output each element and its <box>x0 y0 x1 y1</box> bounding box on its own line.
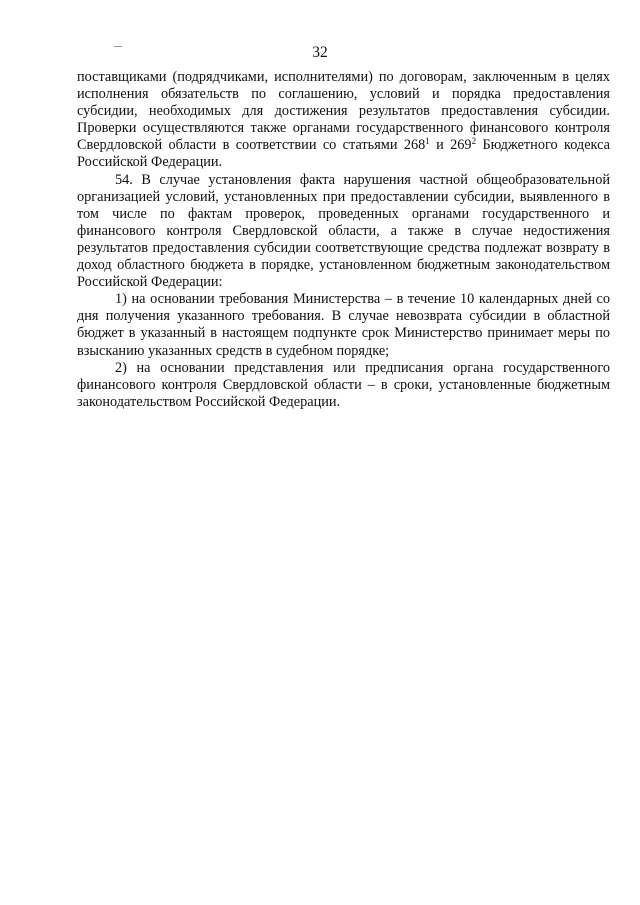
article-269-superscript: 2 <box>471 136 477 147</box>
paragraph-continuation <box>77 69 610 172</box>
paragraph-54-item-1: 1) на основании требования Министерства – в течение 10 календарных дней со дня получения указанного требования. В случае невозврата субсидии в областной бюджет в указанный в настоящем подпункте срок Министерство принимает меры по взысканию указанных средств в судебном порядке; <box>77 291 610 359</box>
document-body <box>77 69 610 411</box>
page-number: 32 <box>312 44 328 61</box>
paragraph-54-item-2: 2) на основании представления или предписания органа государственного финансового контроля Свердловской области – в сроки, установленные бюджетным законодательством Российской Федерации. <box>77 359 610 410</box>
paragraph-continuation-text: поставщиками (подрядчиками, исполнителями) по договорам, заключенным в целях исполнения обязательств по соглашению, условий и порядка предоставления субсидии, необходимых для достижения результатов предоставления субсидии. Проверки осуществляются также органами государственного финансового контроля Свердловской области в соответствии со статьями 268 <box>77 69 610 154</box>
article-268-superscript: 1 <box>425 136 430 147</box>
paragraph-54: 54. В случае установления факта нарушения частной общеобразовательной организацией условий, установленных при предоставлении субсидии, выявленного в том числе по фактам проверок, проведенных органами государственного и финансового контроля Свердловской области, а также в случае недостижения результатов предоставления субсидии соответствующие средства подлежат возврату в доход областного бюджета в порядке, установленном бюджетным законодательством Российской Федерации: <box>77 171 610 291</box>
paragraph-continuation-text-middle: и 269 <box>429 137 472 154</box>
paragraph-continuation-text-end: Бюджетного кодекса Российской Федерации. <box>77 137 611 171</box>
